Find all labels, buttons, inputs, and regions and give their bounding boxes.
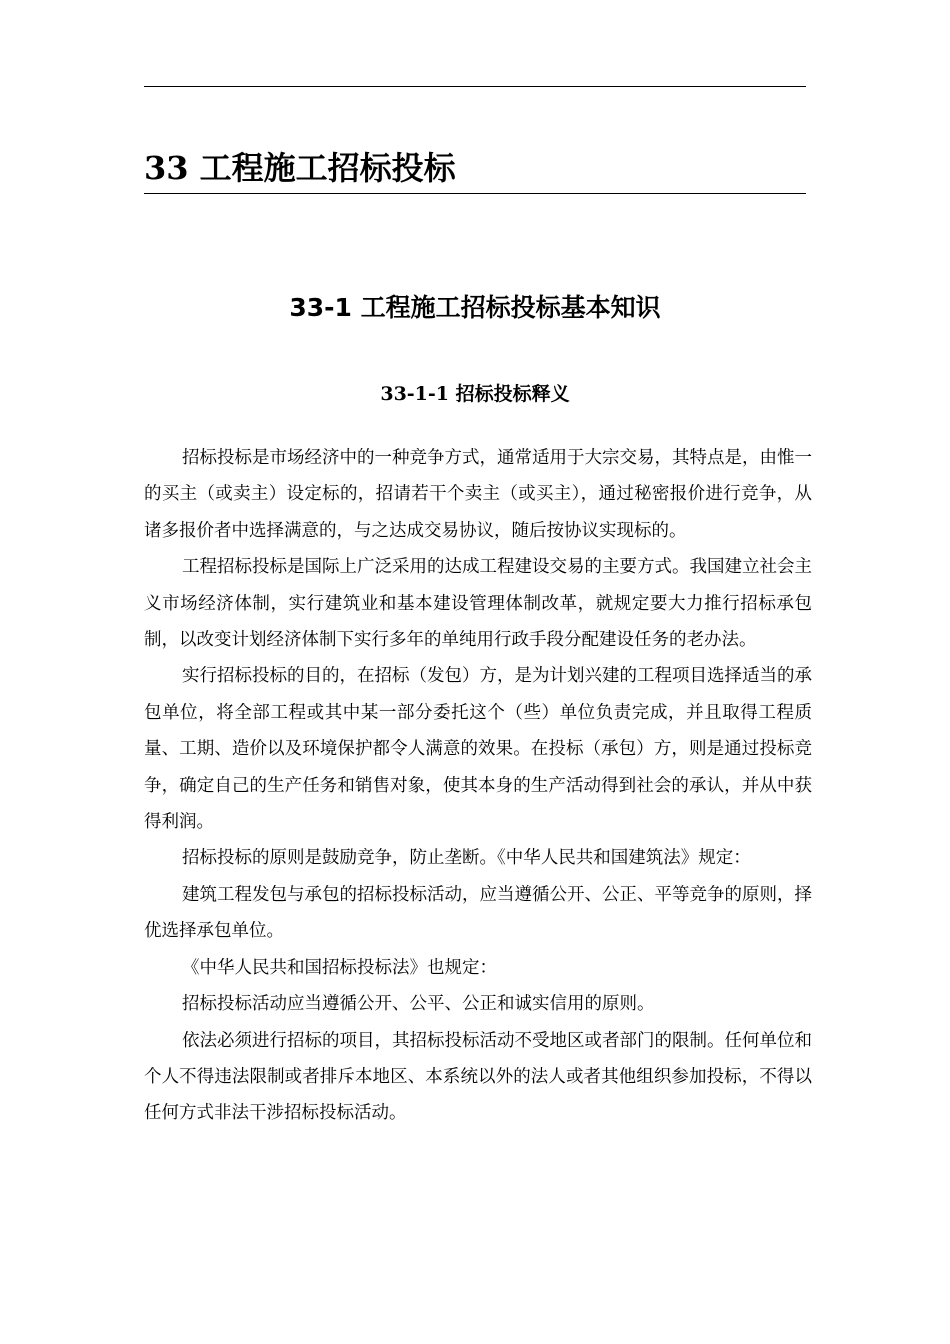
- body-text: [144, 440, 812, 1132]
- paragraph: 招标投标是市场经济中的一种竞争方式，通常适用于大宗交易，其特点是，由惟一的买主（或卖主）设定标的，招请若干个卖主（或买主），通过秘密报价进行竞争，从诸多报价者中选择满意的，与之达成交易协议，随后按协议实现标的。: [144, 448, 812, 541]
- subsection-title: 33-1-1 招标投标释义: [380, 383, 570, 405]
- paragraph: 《中华人民共和国招标投标法》也规定：: [182, 957, 497, 978]
- section-title: 33-1 工程施工招标投标基本知识: [289, 293, 661, 322]
- paragraph: 招标投标的原则是鼓励竞争，防止垄断。《中华人民共和国建筑法》规定：: [182, 848, 751, 869]
- paragraph: 实行招标投标的目的，在招标（发包）方，是为计划兴建的工程项目选择适当的承包单位，将全部工程或其中某一部分委托这个（些）单位负责完成，并且取得工程质量、工期、造价以及环境保护都令人满意的效果。在投标（承包）方，则是通过投标竞争，确定自己的生产任务和销售对象，使其本身的生产活动得到社会的承认，并从中获得利润。: [144, 666, 812, 833]
- chapter-title: 33 工程施工招标投标: [144, 149, 456, 187]
- quoted-law-text: 依法必须进行招标的项目，其招标投标活动不受地区或者部门的限制。任何单位和个人不得违法限制或者排斥本地区、本系统以外的法人或者其他组织参加投标，不得以任何方式非法干涉招标投标活动。: [144, 1030, 812, 1124]
- quoted-law-text: 招标投标活动应当遵循公开、公平、公正和诚实信用的原则。: [182, 994, 655, 1015]
- paragraph: 工程招标投标是国际上广泛采用的达成工程建设交易的主要方式。我国建立社会主义市场经济体制，实行建筑业和基本建设管理体制改革，就规定要大力推行招标承包制，以改变计划经济体制下实行多年的单纯用行政手段分配建设任务的老办法。: [144, 557, 812, 651]
- chapter-title-underline: [144, 193, 806, 194]
- header-rule: [144, 86, 806, 87]
- quoted-law-text: 建筑工程发包与承包的招标投标活动，应当遵循公开、公正、平等竞争的原则，择优选择承包单位。: [144, 884, 812, 942]
